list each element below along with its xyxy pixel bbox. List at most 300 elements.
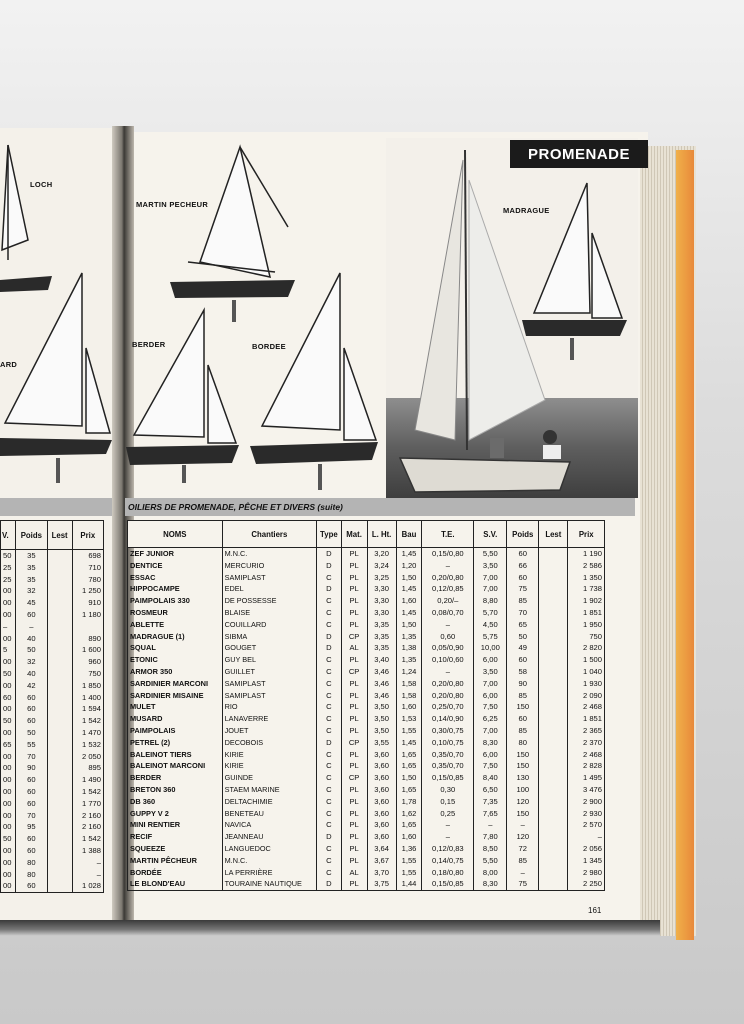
table-row — [128, 749, 605, 761]
col-te: T.E. — [422, 521, 474, 548]
left-sv: 00 — [1, 880, 16, 892]
boat-type: C — [317, 572, 342, 584]
boat-label-berder: BERDER — [132, 340, 166, 349]
left-sv: 60 — [1, 692, 16, 704]
table-row — [128, 784, 605, 796]
boat-drawing-left — [0, 268, 116, 488]
boat-material: CP — [341, 772, 367, 784]
boat-builder: GOUGET — [222, 642, 316, 654]
boat-weight: 60 — [507, 654, 539, 666]
boat-sail-area: 3,50 — [474, 560, 507, 572]
left-table-row — [1, 680, 104, 692]
left-lest — [47, 633, 72, 645]
boat-price: 2 056 — [568, 843, 605, 855]
boat-ballast — [539, 690, 568, 702]
boat-beam: 1,62 — [396, 808, 422, 820]
boat-price: 1 040 — [568, 666, 605, 678]
left-table-row — [1, 715, 104, 727]
table-row — [128, 642, 605, 654]
left-poids: 70 — [16, 810, 48, 822]
boat-material: PL — [341, 701, 367, 713]
boat-sail-area: 8,00 — [474, 867, 507, 879]
boat-weight: 75 — [507, 878, 539, 890]
left-prix: 750 — [72, 668, 103, 680]
boat-builder: GUILLET — [222, 666, 316, 678]
boat-ballast — [539, 831, 568, 843]
left-prix: 1 400 — [72, 692, 103, 704]
left-poids: 60 — [16, 715, 48, 727]
left-prix: 895 — [72, 762, 103, 774]
boat-ballast — [539, 808, 568, 820]
left-sv: 00 — [1, 597, 16, 609]
boat-type: D — [317, 548, 342, 560]
boat-price: 3 476 — [568, 784, 605, 796]
boat-length: 3,30 — [367, 595, 396, 607]
boat-draft: 0,25/0,70 — [422, 701, 474, 713]
left-poids: 80 — [16, 857, 48, 869]
boat-ballast — [539, 548, 568, 560]
boat-length: 3,30 — [367, 607, 396, 619]
boat-builder: GUINDE — [222, 772, 316, 784]
table-row — [128, 607, 605, 619]
boat-draft: 0,20/0,80 — [422, 690, 474, 702]
left-sv: 25 — [1, 574, 16, 586]
boat-weight: 130 — [507, 772, 539, 784]
boat-name: PETREL (2) — [128, 737, 223, 749]
boat-material: AL — [341, 642, 367, 654]
left-sv: 00 — [1, 656, 16, 668]
boat-draft: 0,14/0,90 — [422, 713, 474, 725]
left-table-row — [1, 656, 104, 668]
boat-material: PL — [341, 572, 367, 584]
table-row — [128, 772, 605, 784]
boat-weight: 60 — [507, 572, 539, 584]
table-row — [128, 796, 605, 808]
left-poids: 35 — [16, 550, 48, 562]
boat-name: MADRAGUE (1) — [128, 631, 223, 643]
table-row — [128, 572, 605, 584]
boat-weight: 60 — [507, 713, 539, 725]
boat-builder: M.N.C. — [222, 548, 316, 560]
boat-draft: 0,35/0,70 — [422, 760, 474, 772]
boat-name: SQUEEZE — [128, 843, 223, 855]
left-poids: 60 — [16, 845, 48, 857]
boat-weight: 58 — [507, 666, 539, 678]
boat-length: 3,24 — [367, 560, 396, 572]
boat-name: HIPPOCAMPE — [128, 583, 223, 595]
boat-type: C — [317, 808, 342, 820]
boat-draft: 0,14/0,75 — [422, 855, 474, 867]
boat-type: C — [317, 595, 342, 607]
boat-drawing-bordee — [244, 268, 380, 494]
boat-type: C — [317, 619, 342, 631]
left-table-row — [1, 633, 104, 645]
boat-weight: 85 — [507, 725, 539, 737]
boat-length: 3,75 — [367, 878, 396, 890]
boat-beam: 1,65 — [396, 760, 422, 772]
boat-name: ROSMEUR — [128, 607, 223, 619]
left-section-band — [0, 498, 112, 516]
boat-name: ESSAC — [128, 572, 223, 584]
boat-draft: – — [422, 560, 474, 572]
boat-weight: 100 — [507, 784, 539, 796]
boat-name: LE BLOND'EAU — [128, 878, 223, 890]
left-sv: 00 — [1, 727, 16, 739]
boat-draft: 0,18/0,80 — [422, 867, 474, 879]
left-sv: 00 — [1, 609, 16, 621]
left-sv: 50 — [1, 715, 16, 727]
table-row — [128, 819, 605, 831]
boat-material: PL — [341, 855, 367, 867]
boat-draft: 0,15/0,85 — [422, 772, 474, 784]
left-poids: 60 — [16, 880, 48, 892]
boat-price: 1 851 — [568, 713, 605, 725]
left-lest — [47, 585, 72, 597]
boat-sail-area: 5,75 — [474, 631, 507, 643]
boat-type: C — [317, 678, 342, 690]
boat-weight: 60 — [507, 548, 539, 560]
boat-name: SARDINIER MARCONI — [128, 678, 223, 690]
left-sv: 00 — [1, 869, 16, 881]
boat-beam: 1,24 — [396, 666, 422, 678]
col-sv: S.V. — [474, 521, 507, 548]
boat-material: PL — [341, 678, 367, 690]
boat-beam: 1,55 — [396, 855, 422, 867]
left-table-row — [1, 703, 104, 715]
boat-builder: SIBMA — [222, 631, 316, 643]
boat-name: MARTIN PÊCHEUR — [128, 855, 223, 867]
boat-length: 3,50 — [367, 713, 396, 725]
boat-beam: 1,78 — [396, 796, 422, 808]
left-col-poids: Poids — [16, 521, 48, 550]
boat-material: PL — [341, 583, 367, 595]
boat-ballast — [539, 867, 568, 879]
left-poids: 32 — [16, 585, 48, 597]
boat-beam: 1,60 — [396, 701, 422, 713]
boat-price: 1 345 — [568, 855, 605, 867]
boat-type: D — [317, 631, 342, 643]
left-sv: 00 — [1, 680, 16, 692]
table-row — [128, 666, 605, 678]
boat-material: PL — [341, 654, 367, 666]
boat-name: BORDÉE — [128, 867, 223, 879]
boat-sail-area: 8,80 — [474, 595, 507, 607]
col-poids: Poids — [507, 521, 539, 548]
boat-length: 3,20 — [367, 548, 396, 560]
left-prix: – — [72, 869, 103, 881]
left-table-row — [1, 739, 104, 751]
boat-sail-area: 6,00 — [474, 690, 507, 702]
boat-sail-area: 7,00 — [474, 678, 507, 690]
boat-ballast — [539, 583, 568, 595]
boat-name: ABLETTE — [128, 619, 223, 631]
left-prix: 2 160 — [72, 821, 103, 833]
page-number: 161 — [588, 906, 602, 915]
boat-weight: 90 — [507, 678, 539, 690]
boat-builder: LANAVERRE — [222, 713, 316, 725]
boat-builder: STAEM MARINE — [222, 784, 316, 796]
boat-price: 1 350 — [568, 572, 605, 584]
boat-draft: – — [422, 819, 474, 831]
left-col-prix: Prix — [72, 521, 103, 550]
left-lest — [47, 609, 72, 621]
boat-ballast — [539, 725, 568, 737]
table-row — [128, 583, 605, 595]
left-poids: 40 — [16, 633, 48, 645]
boat-ballast — [539, 666, 568, 678]
left-lest — [47, 857, 72, 869]
boat-builder: BENETEAU — [222, 808, 316, 820]
boat-length: 3,60 — [367, 796, 396, 808]
left-table-body — [1, 550, 104, 893]
left-sv: 50 — [1, 550, 16, 562]
boat-name: ETONIC — [128, 654, 223, 666]
left-table-row — [1, 585, 104, 597]
boat-beam: 1,20 — [396, 560, 422, 572]
boat-builder: SAMIPLAST — [222, 678, 316, 690]
boat-ballast — [539, 760, 568, 772]
boat-draft: 0,15/0,85 — [422, 878, 474, 890]
boat-type: C — [317, 867, 342, 879]
boat-draft: 0,25 — [422, 808, 474, 820]
col-bau: Bau — [396, 521, 422, 548]
boat-length: 3,30 — [367, 583, 396, 595]
left-sv: 00 — [1, 798, 16, 810]
boat-price: 2 370 — [568, 737, 605, 749]
left-lest — [47, 739, 72, 751]
left-sv: 00 — [1, 810, 16, 822]
left-prix: 1 542 — [72, 833, 103, 845]
left-table-row — [1, 774, 104, 786]
boat-sail-area: 7,00 — [474, 572, 507, 584]
boat-type: C — [317, 725, 342, 737]
boat-length: 3,60 — [367, 831, 396, 843]
boat-sail-area: 8,40 — [474, 772, 507, 784]
col-prix: Prix — [568, 521, 605, 548]
boat-type: D — [317, 560, 342, 572]
left-prix: 2 050 — [72, 751, 103, 763]
boat-type: C — [317, 690, 342, 702]
left-sv: 00 — [1, 762, 16, 774]
left-prix: 780 — [72, 574, 103, 586]
boat-sail-area: 5,50 — [474, 855, 507, 867]
left-lest — [47, 550, 72, 562]
boat-price: 1 851 — [568, 607, 605, 619]
left-sv: 25 — [1, 562, 16, 574]
boat-draft: 0,35/0,70 — [422, 749, 474, 761]
boat-name: DENTICE — [128, 560, 223, 572]
boat-length: 3,55 — [367, 737, 396, 749]
boat-length: 3,60 — [367, 772, 396, 784]
bottom-shadow — [0, 920, 660, 936]
left-prix: 1 850 — [72, 680, 103, 692]
boat-price: 2 980 — [568, 867, 605, 879]
left-table-row — [1, 550, 104, 562]
boat-beam: 1,65 — [396, 784, 422, 796]
boat-weight: 70 — [507, 607, 539, 619]
boat-name: MUSARD — [128, 713, 223, 725]
boat-price: – — [568, 831, 605, 843]
boat-beam: 1,45 — [396, 583, 422, 595]
boat-name: ARMOR 350 — [128, 666, 223, 678]
boat-draft: 0,12/0,83 — [422, 843, 474, 855]
boat-length: 3,46 — [367, 678, 396, 690]
boat-type: C — [317, 855, 342, 867]
boat-draft: – — [422, 831, 474, 843]
boat-builder: KIRIE — [222, 749, 316, 761]
boat-beam: 1,65 — [396, 819, 422, 831]
boat-price: 2 570 — [568, 819, 605, 831]
left-lest — [47, 703, 72, 715]
boat-ballast — [539, 878, 568, 890]
boat-builder: NAVICA — [222, 819, 316, 831]
boat-builder: JEANNEAU — [222, 831, 316, 843]
boat-builder: JOUET — [222, 725, 316, 737]
boat-beam: 1,50 — [396, 619, 422, 631]
left-poids: 35 — [16, 562, 48, 574]
boat-builder: COUILLARD — [222, 619, 316, 631]
section-header-promenade: PROMENADE — [510, 140, 648, 168]
boats-table-body — [128, 548, 605, 891]
boat-length: 3,35 — [367, 642, 396, 654]
boat-sail-area: 7,00 — [474, 583, 507, 595]
table-row — [128, 831, 605, 843]
boat-length: 3,64 — [367, 843, 396, 855]
boat-length: 3,50 — [367, 725, 396, 737]
boat-weight: 85 — [507, 595, 539, 607]
table-row — [128, 867, 605, 879]
orange-page-edge — [676, 150, 694, 940]
boat-sail-area: 7,65 — [474, 808, 507, 820]
boat-sail-area: 7,50 — [474, 701, 507, 713]
boat-length: 3,70 — [367, 867, 396, 879]
left-sv: 00 — [1, 786, 16, 798]
left-prix: 1 388 — [72, 845, 103, 857]
left-table-row — [1, 821, 104, 833]
left-prix: 1 028 — [72, 880, 103, 892]
boat-name: BALEINOT MARCONI — [128, 760, 223, 772]
boat-name: PAIMPOLAIS 330 — [128, 595, 223, 607]
boat-type: C — [317, 713, 342, 725]
boat-draft: 0,60 — [422, 631, 474, 643]
left-lest — [47, 656, 72, 668]
boat-price: 2 820 — [568, 642, 605, 654]
boat-type: C — [317, 607, 342, 619]
boat-material: PL — [341, 784, 367, 796]
boat-name: SARDINIER MISAINE — [128, 690, 223, 702]
boat-material: PL — [341, 749, 367, 761]
left-lest — [47, 880, 72, 892]
boat-name: GUPPY V 2 — [128, 808, 223, 820]
left-lest — [47, 869, 72, 881]
boat-weight: 85 — [507, 855, 539, 867]
left-sv: 5 — [1, 644, 16, 656]
boat-ballast — [539, 843, 568, 855]
left-page-table — [0, 520, 104, 893]
boat-weight: 85 — [507, 690, 539, 702]
boat-sail-area: 6,00 — [474, 654, 507, 666]
boat-weight: 49 — [507, 642, 539, 654]
left-lest — [47, 715, 72, 727]
boat-label-madrague: MADRAGUE — [503, 206, 550, 215]
table-row — [128, 878, 605, 890]
left-table-row — [1, 798, 104, 810]
left-prix: 710 — [72, 562, 103, 574]
boat-beam: 1,45 — [396, 548, 422, 560]
left-table-row — [1, 845, 104, 857]
left-sv: 00 — [1, 845, 16, 857]
table-row — [128, 560, 605, 572]
boat-material: PL — [341, 607, 367, 619]
boat-draft: 0,20/0,80 — [422, 572, 474, 584]
boat-ballast — [539, 595, 568, 607]
left-poids: – — [16, 621, 48, 633]
boat-type: D — [317, 878, 342, 890]
boat-builder: DECOBOIS — [222, 737, 316, 749]
boat-type: C — [317, 843, 342, 855]
left-lest — [47, 751, 72, 763]
left-prix: 1 250 — [72, 585, 103, 597]
boat-weight: 65 — [507, 619, 539, 631]
left-prix: – — [72, 857, 103, 869]
left-prix: 1 542 — [72, 715, 103, 727]
boat-beam: 1,60 — [396, 831, 422, 843]
boat-builder: DELTACHIMIE — [222, 796, 316, 808]
left-poids: 35 — [16, 574, 48, 586]
left-prix: 1 470 — [72, 727, 103, 739]
boat-label-martin-pecheur: MARTIN PECHEUR — [136, 200, 209, 209]
boat-length: 3,50 — [367, 701, 396, 713]
left-table-row — [1, 668, 104, 680]
boat-length: 3,46 — [367, 690, 396, 702]
boat-ballast — [539, 654, 568, 666]
boat-sail-area: 8,30 — [474, 737, 507, 749]
left-poids: 80 — [16, 869, 48, 881]
boat-name: PAIMPOLAIS — [128, 725, 223, 737]
boat-type: C — [317, 772, 342, 784]
left-table-row — [1, 562, 104, 574]
left-sv: 00 — [1, 585, 16, 597]
boat-material: PL — [341, 808, 367, 820]
boat-beam: 1,35 — [396, 654, 422, 666]
boat-type: C — [317, 784, 342, 796]
table-row — [128, 725, 605, 737]
boat-beam: 1,58 — [396, 690, 422, 702]
boat-beam: 1,55 — [396, 725, 422, 737]
boat-sail-area: 7,50 — [474, 760, 507, 772]
left-poids: 50 — [16, 644, 48, 656]
left-prix: 910 — [72, 597, 103, 609]
table-row — [128, 855, 605, 867]
table-row — [128, 808, 605, 820]
left-sv: 00 — [1, 751, 16, 763]
table-row — [128, 737, 605, 749]
boat-sail-area: 6,25 — [474, 713, 507, 725]
boat-name: RECIF — [128, 831, 223, 843]
boat-sail-area: 4,50 — [474, 619, 507, 631]
boat-price: 2 828 — [568, 760, 605, 772]
boat-beam: 1,35 — [396, 631, 422, 643]
boat-sail-area: 10,00 — [474, 642, 507, 654]
boat-type: C — [317, 760, 342, 772]
left-lest — [47, 810, 72, 822]
left-col-sv: V. — [1, 521, 16, 550]
left-poids: 95 — [16, 821, 48, 833]
boat-beam: 1,50 — [396, 772, 422, 784]
boat-ballast — [539, 678, 568, 690]
left-poids: 90 — [16, 762, 48, 774]
left-lest — [47, 774, 72, 786]
